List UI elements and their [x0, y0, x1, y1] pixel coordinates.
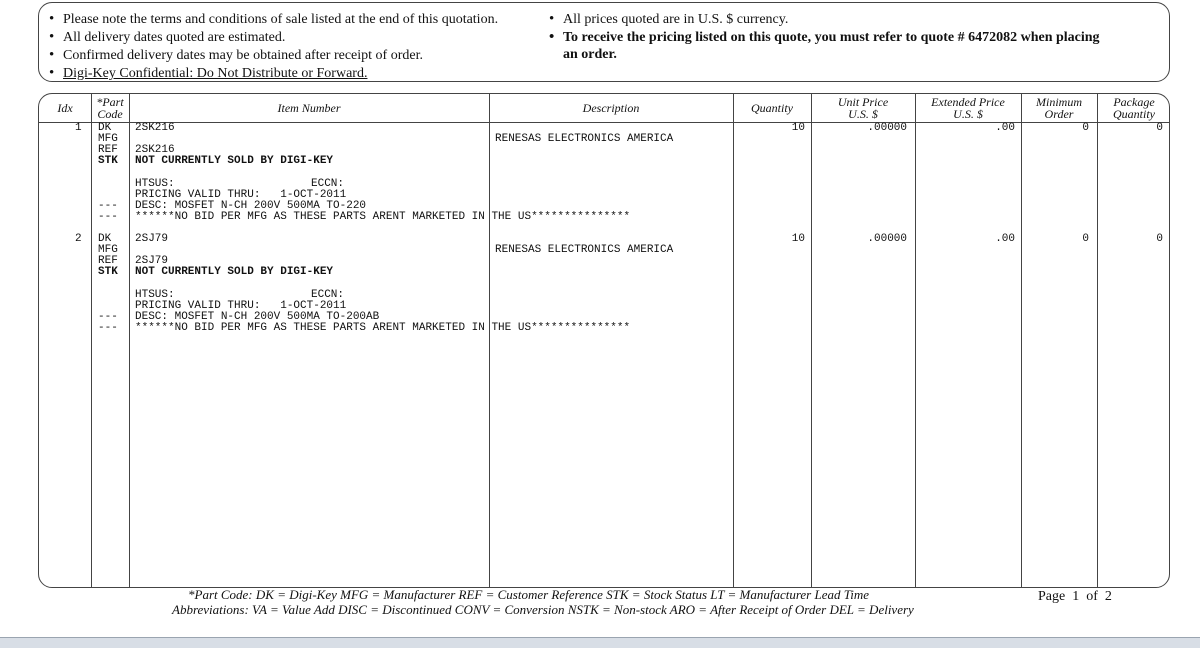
pricing-valid: PRICING VALID THRU: 1-OCT-2011	[135, 189, 347, 201]
part-code-ref: REF	[98, 144, 118, 156]
col-divider	[1021, 94, 1022, 587]
note-confidential: • Digi-Key Confidential: Do Not Distribute or Forward.	[49, 65, 368, 81]
part-code-stk: STK	[98, 155, 118, 167]
package-quantity: 0	[1156, 233, 1163, 245]
header-part-code: *Part Code	[96, 95, 124, 121]
dash-marker: ---	[98, 211, 118, 223]
col-divider	[915, 94, 916, 587]
stock-status: NOT CURRENTLY SOLD BY DIGI-KEY	[135, 155, 334, 167]
part-code-ref: REF	[98, 255, 118, 267]
part-description: DESC: MOSFET N-CH 200V 500MA TO-220	[135, 200, 367, 212]
row-idx: 2	[75, 233, 82, 245]
note-currency: • All prices quoted are in U.S. $ currency.	[549, 11, 789, 27]
page-total: 2	[1104, 589, 1112, 604]
quantity: 10	[791, 233, 805, 245]
col-divider	[489, 94, 490, 587]
dash-marker: ---	[98, 322, 118, 334]
manufacturer: RENESAS ELECTRONICS AMERICA	[495, 133, 674, 145]
col-divider	[129, 94, 130, 587]
part-code-dk: DK	[98, 122, 112, 134]
header-extended-price: Extended Price U.S. $	[931, 95, 1005, 121]
dash-marker: ---	[98, 311, 118, 323]
note-terms: • Please note the terms and conditions of sale listed at the end of this quotation.	[49, 11, 499, 27]
part-description: DESC: MOSFET N-CH 200V 500MA TO-200AB	[135, 311, 380, 323]
bid-note: ******NO BID PER MFG AS THESE PARTS ARENT MARKETED IN THE US***************	[135, 322, 631, 334]
item-number: 2SK216	[135, 122, 175, 134]
bid-note: ******NO BID PER MFG AS THESE PARTS ARENT MARKETED IN THE US***************	[135, 211, 631, 223]
col-divider	[91, 94, 92, 587]
part-code-stk: STK	[98, 266, 118, 278]
note-delivery-estimated: • All delivery dates quoted are estimated.	[49, 29, 286, 45]
header-item-number: Item Number	[277, 101, 341, 115]
quote-table	[38, 93, 1170, 588]
header-package-quantity: Package Quantity	[1113, 95, 1155, 121]
part-code-mfg: MFG	[98, 244, 118, 256]
unit-price: .00000	[867, 122, 907, 134]
extended-price: .00	[995, 233, 1015, 245]
customer-reference: 2SK216	[135, 144, 175, 156]
note-quote-reference-cont: an order.	[563, 47, 617, 62]
header-unit-price: Unit Price U.S. $	[837, 95, 889, 121]
abbreviations-legend: Abbreviations: VA = Value Add DISC = Discontinued CONV = Conversion NSTK = Non-stock ARO = After Receipt of Order DEL = Delivery	[172, 602, 914, 617]
htsus-label: HTSUS:	[135, 289, 175, 301]
note-quote-reference: • To receive the pricing listed on this quote, you must refer to quote # 6472082 when placing	[549, 29, 1100, 45]
part-code-mfg: MFG	[98, 133, 118, 145]
part-code-legend: *Part Code: DK = Digi-Key MFG = Manufacturer REF = Customer Reference STK = Stock Status LT = Manufacturer Lead Time	[188, 587, 870, 602]
dash-marker: ---	[98, 200, 118, 212]
header-idx: Idx	[57, 101, 73, 115]
page-indicator	[1038, 589, 1112, 605]
col-divider	[733, 94, 734, 587]
row-idx: 1	[75, 122, 82, 134]
unit-price: .00000	[867, 233, 907, 245]
col-divider	[811, 94, 812, 587]
quantity: 10	[791, 122, 805, 134]
item-number: 2SJ79	[135, 233, 169, 245]
package-quantity: 0	[1156, 122, 1163, 134]
notes-box	[38, 2, 1170, 82]
pricing-valid: PRICING VALID THRU: 1-OCT-2011	[135, 300, 347, 312]
minimum-order: 0	[1082, 122, 1089, 134]
eccn-label: ECCN:	[311, 178, 345, 190]
col-divider	[1097, 94, 1098, 587]
page-current: 1	[1072, 589, 1080, 604]
header-description: Description	[582, 101, 640, 115]
page-of: of	[1086, 589, 1098, 604]
extended-price: .00	[995, 122, 1015, 134]
header-minimum-order: Minimum Order	[1036, 95, 1082, 121]
header-quantity: Quantity	[751, 101, 793, 115]
page-label: Page	[1038, 589, 1066, 604]
viewer-bottom-bar	[0, 637, 1200, 648]
stock-status: NOT CURRENTLY SOLD BY DIGI-KEY	[135, 266, 334, 278]
customer-reference: 2SJ79	[135, 255, 169, 267]
part-code-dk: DK	[98, 233, 112, 245]
minimum-order: 0	[1082, 233, 1089, 245]
manufacturer: RENESAS ELECTRONICS AMERICA	[495, 244, 674, 256]
htsus-label: HTSUS:	[135, 178, 175, 190]
note-confirmed-delivery: • Confirmed delivery dates may be obtained after receipt of order.	[49, 47, 423, 63]
eccn-label: ECCN:	[311, 289, 345, 301]
